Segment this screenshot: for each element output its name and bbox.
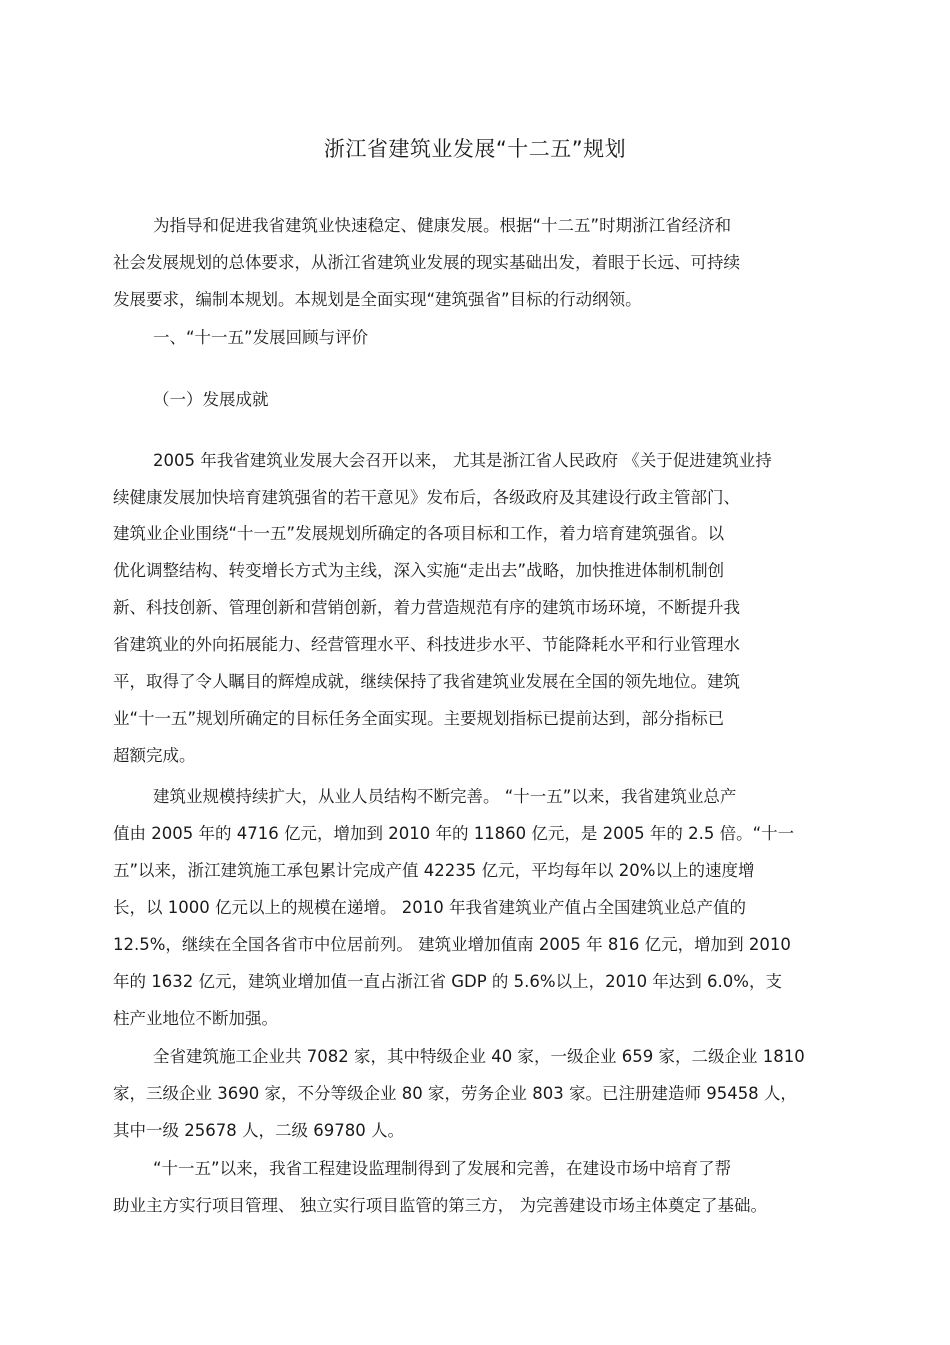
- paragraph-line: 优化调整结构、转变增长方式为主线，深入实施“走出去”战略，加快推进体制机制创: [113, 561, 725, 580]
- paragraph-line: 业“十一五”规划所确定的目标任务全面实现。主要规划指标已提前达到，部分指标已: [113, 709, 725, 728]
- paragraph-line: 家，三级企业 3690 家，不分等级企业 80 家，劳务企业 803 家。已注册建造师 95458 人，: [113, 1084, 797, 1103]
- paragraph-line: 省建筑业的外向拓展能力、经营管理水平、科技进步水平、节能降耗水平和行业管理水: [113, 635, 740, 654]
- paragraph-line: 12.5%，继续在全国各省市中位居前列。 建筑业增加值南 2005 年 816 亿元，增加到 2010: [113, 935, 791, 954]
- paragraph-line: 建筑业企业围绕“十一五”发展规划所确定的各项目标和工作，着力培育建筑强省。以: [113, 524, 725, 543]
- paragraph-line: 新、科技创新、管理创新和营销创新，着力营造规范有序的建筑市场环境，不断提升我: [113, 598, 740, 617]
- paragraph-line: 其中一级 25678 人，二级 69780 人。: [113, 1121, 404, 1140]
- paragraph-line: 建筑业规模持续扩大，从业人员结构不断完善。 “十一五”以来，我省建筑业总产: [153, 787, 737, 806]
- section-heading: 一、“十一五”发展回顾与评价: [153, 328, 369, 347]
- paragraph-line: 五”以来，浙江建筑施工承包累计完成产值 42235 亿元，平均每年以 20%以上的速度增: [113, 861, 755, 880]
- document-title: 浙江省建筑业发展“十二五”规划: [323, 137, 627, 161]
- paragraph-line: “十一五”以来，我省工程建设监理制得到了发展和完善，在建设市场中培育了帮: [153, 1159, 732, 1178]
- subsection-heading: （一）发展成就: [153, 390, 269, 409]
- paragraph-line: 值由 2005 年的 4716 亿元，增加到 2010 年的 11860 亿元，是 2005 年的 2.5 倍。“十一: [113, 824, 795, 843]
- intro-line: 发展要求，编制本规划。本规划是全面实现“建筑强省”目标的行动纲领。: [113, 290, 642, 309]
- paragraph-line: 柱产业地位不断加强。: [113, 1009, 278, 1028]
- paragraph-line: 长，以 1000 亿元以上的规模在递增。 2010 年我省建筑业产值占全国建筑业总产值的: [113, 898, 746, 917]
- paragraph-line: 助业主方实行项目管理、 独立实行项目监管的第三方， 为完善建设市场主体奠定了基础。: [113, 1196, 767, 1215]
- paragraph-line: 2005 年我省建筑业发展大会召开以来， 尤其是浙江省人民政府 《关于促进建筑业持: [153, 451, 772, 470]
- intro-line: 为指导和促进我省建筑业快速稳定、健康发展。根据“十二五”时期浙江省经济和: [153, 216, 732, 235]
- paragraph-line: 年的 1632 亿元，建筑业增加值一直占浙江省 GDP 的 5.6%以上，2010 年达到 6.0%，支: [113, 972, 782, 991]
- paragraph-line: 平，取得了令人瞩目的辉煌成就，继续保持了我省建筑业发展在全国的领先地位。建筑: [113, 672, 740, 691]
- paragraph-line: 超额完成。: [113, 746, 196, 765]
- intro-line: 社会发展规划的总体要求，从浙江省建筑业发展的现实基础出发，着眼于长远、可持续: [113, 253, 740, 272]
- paragraph-line: 全省建筑施工企业共 7082 家，其中特级企业 40 家，一级企业 659 家，二级企业 1810: [153, 1047, 805, 1066]
- paragraph-line: 续健康发展加快培育建筑强省的若干意见》发布后，各级政府及其建设行政主管部门、: [113, 488, 740, 507]
